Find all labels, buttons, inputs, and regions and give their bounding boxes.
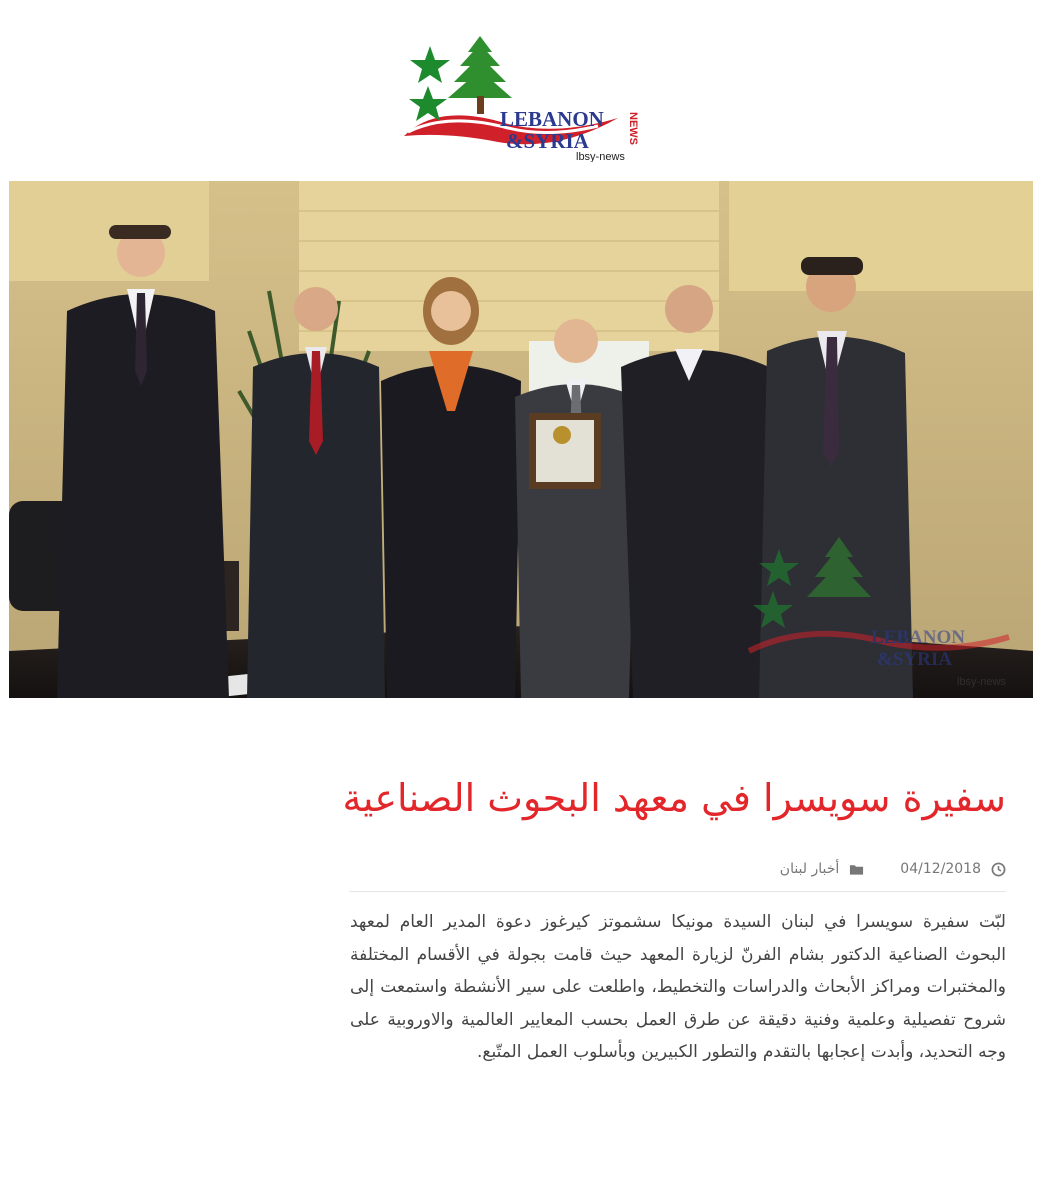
logo-caption: lbsy-news <box>576 151 625 162</box>
folder-icon <box>849 862 864 877</box>
article-category-link[interactable]: أخبار لبنان <box>779 861 840 877</box>
article-photo <box>9 181 1033 698</box>
logo-line1: LEBANON <box>500 107 604 131</box>
article-body: لبّت سفيرة سويسرا في لبنان السيدة مونيكا سشموتز كيرغوز دعوة المدير العام لمعهد البحوث الصناعية الدكتور بشام الفرنّ لزيارة المعهد حيث قامت بجولة في الأقسام المختلفة والمختبرات ومراكز الأبحاث والدراسات والتخطيط، واطلعت على سير الأنشطة واستمعت إلى شروح تفصيلية وعلمية وفنية دقيقة عن طرق العمل بحسب المعايير العالمية والاوروبية على وجه التحديد، وأبدت إعجابها بالتقدم والتطور الكبيرين وبأسلوب العمل المتّبع. <box>350 912 1006 1062</box>
cedar-stars-logo-icon <box>398 32 648 162</box>
article-title[interactable]: سفيرة سويسرا في معهد البحوث الصناعية <box>342 776 1006 820</box>
watermark-line2: &SYRIA <box>877 649 952 670</box>
clock-icon <box>991 862 1006 877</box>
watermark-line1: LEBANON <box>871 627 965 648</box>
logo-line2: &SYRIA <box>506 129 589 153</box>
logo-side-text: NEWS <box>627 112 639 145</box>
article-date: 04/12/2018 <box>900 861 981 877</box>
meta-divider <box>349 891 1006 892</box>
photo-image-icon <box>9 181 1033 698</box>
watermark-caption: lbsy-news <box>957 676 1006 688</box>
site-logo[interactable] <box>398 32 648 162</box>
article-meta <box>780 854 1006 884</box>
